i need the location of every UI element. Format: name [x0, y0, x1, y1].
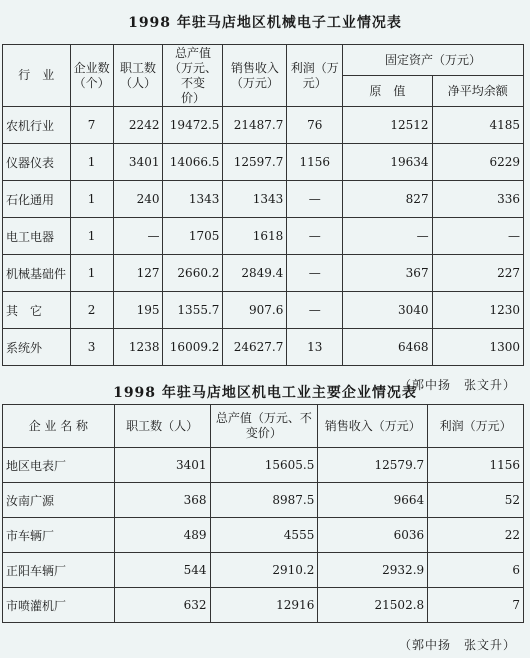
cell-output: 19472.5 — [163, 107, 223, 144]
cell-output: 1705 — [163, 218, 223, 255]
header-fixed-assets: 固定资产（万元） — [343, 45, 524, 76]
cell-name: 地区电表厂 — [3, 448, 115, 483]
cell-industry: 系统外 — [3, 329, 71, 366]
table-row — [3, 218, 524, 255]
major-enterprises-table — [2, 404, 524, 623]
table1-author: （郭中扬 张文升） — [398, 378, 516, 392]
cell-enterprises: 1 — [70, 144, 113, 181]
cell-profit: 7 — [428, 588, 524, 623]
header-original-value: 原 值 — [343, 76, 432, 107]
cell-employees: 3401 — [114, 448, 210, 483]
cell-output: 4555 — [210, 518, 318, 553]
header-output: 总产值（万元、不变 价） — [163, 45, 223, 107]
cell-sales: 9664 — [318, 483, 428, 518]
cell-profit: — — [287, 218, 343, 255]
cell-net: 336 — [432, 181, 523, 218]
cell-industry: 农机行业 — [3, 107, 71, 144]
cell-industry: 石化通用 — [3, 181, 71, 218]
cell-sales: 21502.8 — [318, 588, 428, 623]
cell-sales: 21487.7 — [223, 107, 287, 144]
cell-profit: 1156 — [428, 448, 524, 483]
cell-employees: 240 — [113, 181, 163, 218]
cell-output: 12916 — [210, 588, 318, 623]
cell-original: 367 — [343, 255, 432, 292]
cell-sales: 2932.9 — [318, 553, 428, 588]
cell-sales: 6036 — [318, 518, 428, 553]
cell-output: 16009.2 — [163, 329, 223, 366]
cell-profit: 22 — [428, 518, 524, 553]
cell-name: 市车辆厂 — [3, 518, 115, 553]
cell-sales: 907.6 — [223, 292, 287, 329]
cell-industry: 其 它 — [3, 292, 71, 329]
header-employees: 职工数（人） — [114, 405, 210, 448]
table-row — [3, 483, 524, 518]
table-row — [3, 107, 524, 144]
table-row — [3, 181, 524, 218]
header-output: 总产值（万元、不变价） — [210, 405, 318, 448]
cell-name: 正阳车辆厂 — [3, 553, 115, 588]
cell-net: 6229 — [432, 144, 523, 181]
cell-net: 4185 — [432, 107, 523, 144]
cell-sales: 12597.7 — [223, 144, 287, 181]
cell-profit: 52 — [428, 483, 524, 518]
table-row — [3, 144, 524, 181]
cell-net: 1300 — [432, 329, 523, 366]
cell-original: 6468 — [343, 329, 432, 366]
cell-sales: 2849.4 — [223, 255, 287, 292]
header-sales: 销售收入（万元） — [318, 405, 428, 448]
cell-profit: 13 — [287, 329, 343, 366]
cell-sales: 24627.7 — [223, 329, 287, 366]
cell-enterprises: 7 — [70, 107, 113, 144]
cell-output: 8987.5 — [210, 483, 318, 518]
table-row — [3, 553, 524, 588]
cell-sales: 1618 — [223, 218, 287, 255]
cell-original: — — [343, 218, 432, 255]
table-row — [3, 518, 524, 553]
table-row — [3, 329, 524, 366]
cell-enterprises: 1 — [70, 181, 113, 218]
cell-net: — — [432, 218, 523, 255]
cell-enterprises: 1 — [70, 255, 113, 292]
table-row — [3, 448, 524, 483]
cell-enterprises: 1 — [70, 218, 113, 255]
cell-employees: 368 — [114, 483, 210, 518]
machinery-electronics-table — [2, 44, 524, 366]
cell-employees: 3401 — [113, 144, 163, 181]
header-sales: 销售收入（万元） — [223, 45, 287, 107]
cell-name: 市喷灌机厂 — [3, 588, 115, 623]
header-employees: 职工数（人） — [113, 45, 163, 107]
table-row — [3, 588, 524, 623]
cell-original: 19634 — [343, 144, 432, 181]
cell-employees: 489 — [114, 518, 210, 553]
cell-enterprises: 2 — [70, 292, 113, 329]
cell-employees: 632 — [114, 588, 210, 623]
header-profit: 利润（万元） — [287, 45, 343, 107]
cell-industry: 仪器仪表 — [3, 144, 71, 181]
cell-original: 12512 — [343, 107, 432, 144]
cell-original: 3040 — [343, 292, 432, 329]
cell-net: 1230 — [432, 292, 523, 329]
cell-output: 15605.5 — [210, 448, 318, 483]
table-row — [3, 292, 524, 329]
cell-employees: 2242 — [113, 107, 163, 144]
cell-profit: 1156 — [287, 144, 343, 181]
cell-output: 1343 — [163, 181, 223, 218]
cell-output: 2910.2 — [210, 553, 318, 588]
cell-original: 827 — [343, 181, 432, 218]
table2-title: 1998 年驻马店地区机电工业主要企业情况表 — [113, 385, 417, 401]
cell-name: 汝南广源 — [3, 483, 115, 518]
cell-profit: 76 — [287, 107, 343, 144]
table1-title: 1998 年驻马店地区机械电子工业情况表 — [128, 15, 402, 31]
table2-author: （郭中扬 张文升） — [398, 638, 516, 652]
header-profit: 利润（万元） — [428, 405, 524, 448]
cell-net: 227 — [432, 255, 523, 292]
cell-employees: 127 — [113, 255, 163, 292]
header-industry: 行 业 — [3, 45, 71, 107]
cell-employees: 1238 — [113, 329, 163, 366]
cell-enterprises: 3 — [70, 329, 113, 366]
cell-industry: 机械基础件 — [3, 255, 71, 292]
header-net-avg-balance: 净平均余额 — [432, 76, 523, 107]
cell-employees: 195 — [113, 292, 163, 329]
cell-industry: 电工电器 — [3, 218, 71, 255]
cell-output: 14066.5 — [163, 144, 223, 181]
cell-output: 1355.7 — [163, 292, 223, 329]
cell-sales: 1343 — [223, 181, 287, 218]
cell-profit: — — [287, 255, 343, 292]
cell-employees: 544 — [114, 553, 210, 588]
cell-sales: 12579.7 — [318, 448, 428, 483]
cell-profit: 6 — [428, 553, 524, 588]
cell-employees: — — [113, 218, 163, 255]
cell-profit: — — [287, 292, 343, 329]
cell-profit: — — [287, 181, 343, 218]
header-enterprises: 企业数（个） — [70, 45, 113, 107]
header-name: 企 业 名 称 — [3, 405, 115, 448]
cell-output: 2660.2 — [163, 255, 223, 292]
table-row — [3, 255, 524, 292]
